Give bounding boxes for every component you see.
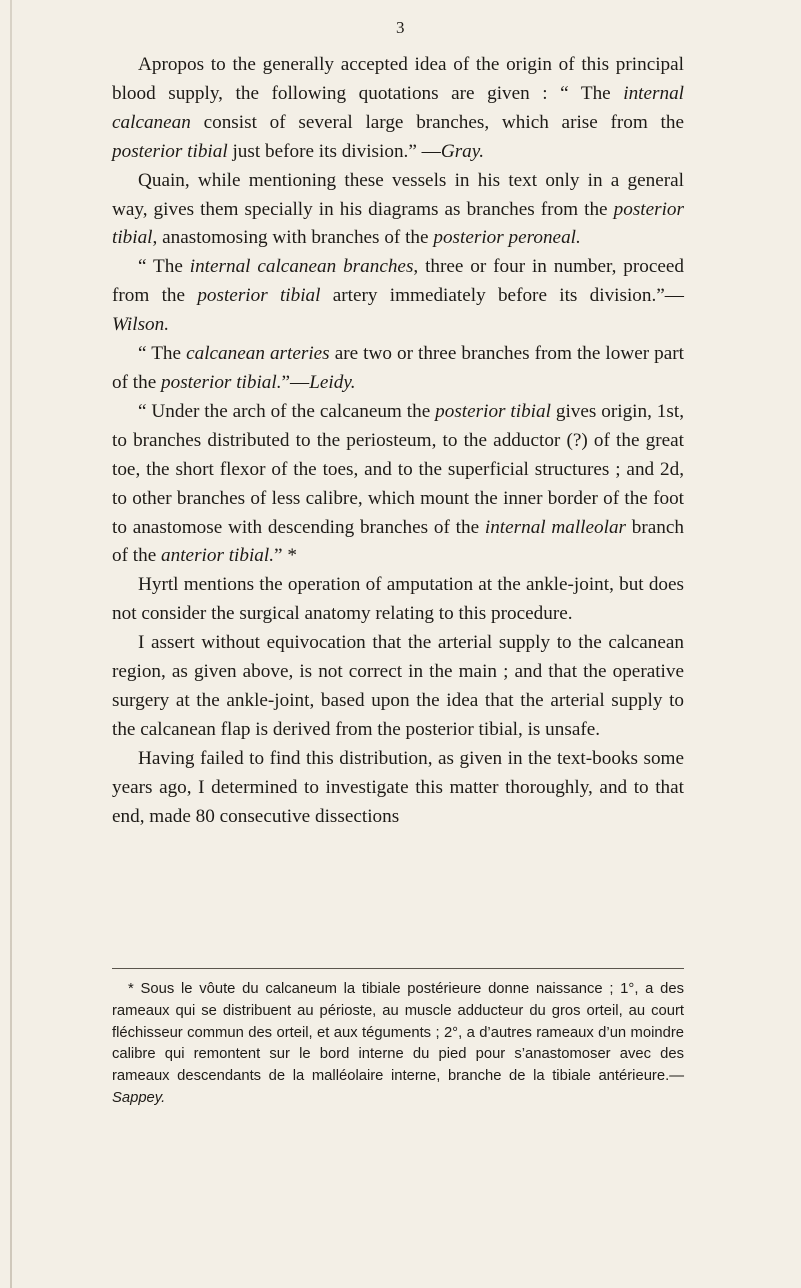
italic-run: calcanean arteries: [186, 343, 330, 365]
text-run: branch of the: [112, 516, 684, 567]
paragraph-gray-quote: [112, 51, 684, 167]
text-run: Having failed to find this distribution, as given in the text-books some years ago, I determined to investigate this matter thoroughly, and to that end, made 80 consecutive dissections: [112, 747, 684, 827]
text-run: “ The: [138, 256, 190, 278]
text-run: “ Under the arch of the calcaneum the: [138, 400, 436, 422]
body-text: [112, 51, 684, 831]
paragraph-wilson-quote: [112, 253, 684, 340]
italic-run: posterior tibial: [197, 285, 321, 307]
paragraph-dissections: [112, 745, 684, 832]
italic-run: posterior tibial: [112, 140, 228, 162]
text-run: I assert without equivocation that the arterial supply to the calcanean region, as given above, is not correct in the main ; and that the operative surgery at the ankle-joint, based upon the idea that the arterial supply to the calcanean flap is derived from the posterior tibial, is unsafe.: [112, 632, 684, 740]
text-run: Quain, while mentioning these vessels in his text only in a general way, gives them specially in his diagrams as branches from the: [112, 169, 684, 220]
italic-run: posterior tibial.: [161, 371, 282, 393]
page-edge: [10, 0, 12, 1288]
italic-run: internal malleolar: [484, 516, 627, 538]
text-run: Hyrtl mentions the operation of amputation at the ankle-joint, but does not consider the surgical anatomy relating to this procedure.: [112, 574, 684, 625]
italic-run: internal calcanean branches: [189, 256, 414, 278]
text-run: are two or three branches from the lower part of the: [112, 343, 684, 393]
text-run: consist of several large branches, which arise from the: [190, 111, 684, 133]
text-run: * Sous le vôute du calcaneum la tibiale postérieure donne naissance ; 1°, a des rameaux qui se distribuent au périoste, au muscle adducteur du gros orteil, au court fléchisseur commun des orteil, et aux téguments ; 2°, a d’autres rameaux d’un moindre calibre qui remontent sur le bord interne du pied pour s’anastomoser avec des rameaux descendants de la malléolaire interne, branche de la tibiale antérieure.—: [112, 981, 684, 1085]
text-run: just before its division.” —: [227, 140, 441, 162]
footnote: [112, 979, 684, 1110]
paragraph-quain: [112, 167, 684, 254]
italic-run: Gray.: [440, 140, 485, 162]
text-run: ” *: [274, 545, 297, 567]
footnote-divider: [112, 968, 684, 969]
italic-run: internal calcanean: [112, 82, 684, 133]
paragraph-leidy-quote: [112, 340, 684, 398]
text-run: gives origin, 1st, to branches distributed to the periosteum, to the adductor (?) of the great toe, the short flexor of the toes, and to the superficial structures ; and 2d, to other branches of less calibre, which mount the inner border of the foot to anastomose with descending branches of the: [112, 400, 684, 538]
italic-run: Sappey.: [112, 1089, 166, 1106]
italic-run: anterior tibial.: [161, 545, 275, 567]
paragraph-sappey-quote: [112, 398, 684, 571]
text-run: Apropos to the generally accepted idea of the origin of this principal blood supply, the following quotations are given : “ The: [112, 54, 684, 104]
text-run: artery immediately before its division.”—: [320, 285, 684, 307]
page-number: 3: [396, 18, 405, 37]
italic-run: posterior tibial: [112, 198, 684, 249]
text-run: , three or four in number, proceed from the: [112, 256, 684, 307]
paragraph-assertion: [112, 629, 684, 745]
text-run: “ The: [138, 343, 187, 365]
italic-run: Leidy.: [309, 371, 356, 393]
text-run: , anastomosing with branches of the: [152, 227, 434, 249]
italic-run: Wilson.: [112, 314, 170, 336]
paragraph-hyrtl: [112, 571, 684, 629]
italic-run: posterior tibial: [435, 400, 551, 422]
italic-run: posterior peroneal.: [433, 227, 581, 249]
text-run: ”—: [281, 371, 310, 393]
footnote-text: [112, 979, 684, 1110]
